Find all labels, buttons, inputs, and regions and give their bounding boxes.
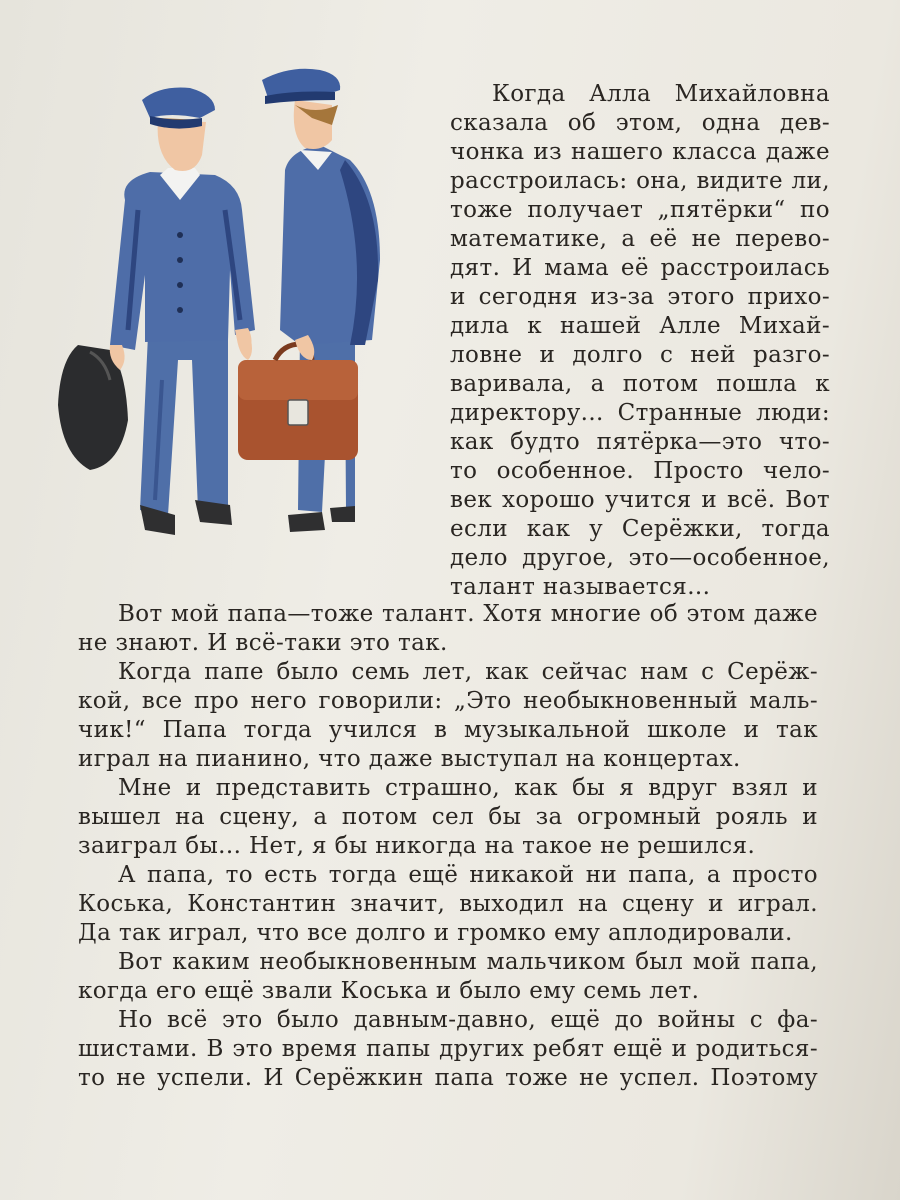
text-line: играл на пианино, что даже выступал на концертах. <box>78 746 741 772</box>
text-line: и сегодня из-за этого прихо- <box>450 284 830 310</box>
text-line: А папа, то есть тогда ещё никакой ни папа, а просто <box>118 862 818 888</box>
text-line: чонка из нашего класса даже <box>450 139 830 165</box>
text-line: Вот каким необыкновенным мальчиком был мой папа, <box>118 949 818 975</box>
text-line: Когда Алла Михайловна <box>492 81 830 107</box>
text-line: вышел на сцену, а потом сел бы за огромный рояль и <box>78 804 818 830</box>
text-line: дила к нашей Алле Михай- <box>450 313 830 339</box>
text-line: Коська, Константин значит, выходил на сцену и играл. <box>78 891 818 917</box>
text-line: век хорошо учится и всё. Вот <box>450 487 830 513</box>
text-line: заиграл бы... Нет, я бы никогда на такое не решился. <box>78 833 756 859</box>
text-line: Мне и представить страшно, как бы я вдруг взял и <box>118 775 818 801</box>
text-line: Да так играл, что все долго и громко ему аплодировали. <box>78 920 793 946</box>
right-boy-figure <box>236 69 380 532</box>
text-line: шистами. В это время папы других ребят ещё и родиться- <box>78 1036 818 1062</box>
text-line: кой, все про него говорили: „Это необыкновенный маль- <box>78 688 818 714</box>
text-line: дят. И мама её расстроилась <box>450 255 830 281</box>
text-line: талант называется... <box>450 574 711 600</box>
text-line: как будто пятёрка—это что- <box>450 429 830 455</box>
text-line: Когда папе было семь лет, как сейчас нам с Серёж- <box>118 659 818 685</box>
text-line: ловне и долго с ней разго- <box>450 342 830 368</box>
text-line: чик!“ Папа тогда учился в музыкальной школе и так <box>78 717 818 743</box>
text-line: то особенное. Просто чело- <box>450 458 830 484</box>
text-line: не знают. И всё-таки это так. <box>78 630 448 656</box>
text-line: то не успели. И Серёжкин папа тоже не успел. Поэтому <box>78 1065 818 1091</box>
text-line: Но всё это было давным-давно, ещё до войны с фа- <box>118 1007 818 1033</box>
text-line: дело другое, это—особенное, <box>450 545 830 571</box>
text-line: тоже получает „пятёрки“ по <box>450 197 830 223</box>
text-line: варивала, а потом пошла к <box>450 371 830 397</box>
text-line: математике, а её не перево- <box>450 226 830 252</box>
text-line: расстроилась: она, видите ли, <box>450 168 830 194</box>
text-line: когда его ещё звали Коська и было ему семь лет. <box>78 978 700 1004</box>
text-line: сказала об этом, одна дев- <box>450 110 830 136</box>
left-boy-figure <box>58 88 255 536</box>
text-line: директору... Странные люди: <box>450 400 830 426</box>
text-line: Вот мой папа—тоже талант. Хотя многие об этом даже <box>118 601 818 627</box>
text-line: если как у Серёжки, тогда <box>450 516 830 542</box>
two-schoolboys-illustration <box>50 60 395 550</box>
